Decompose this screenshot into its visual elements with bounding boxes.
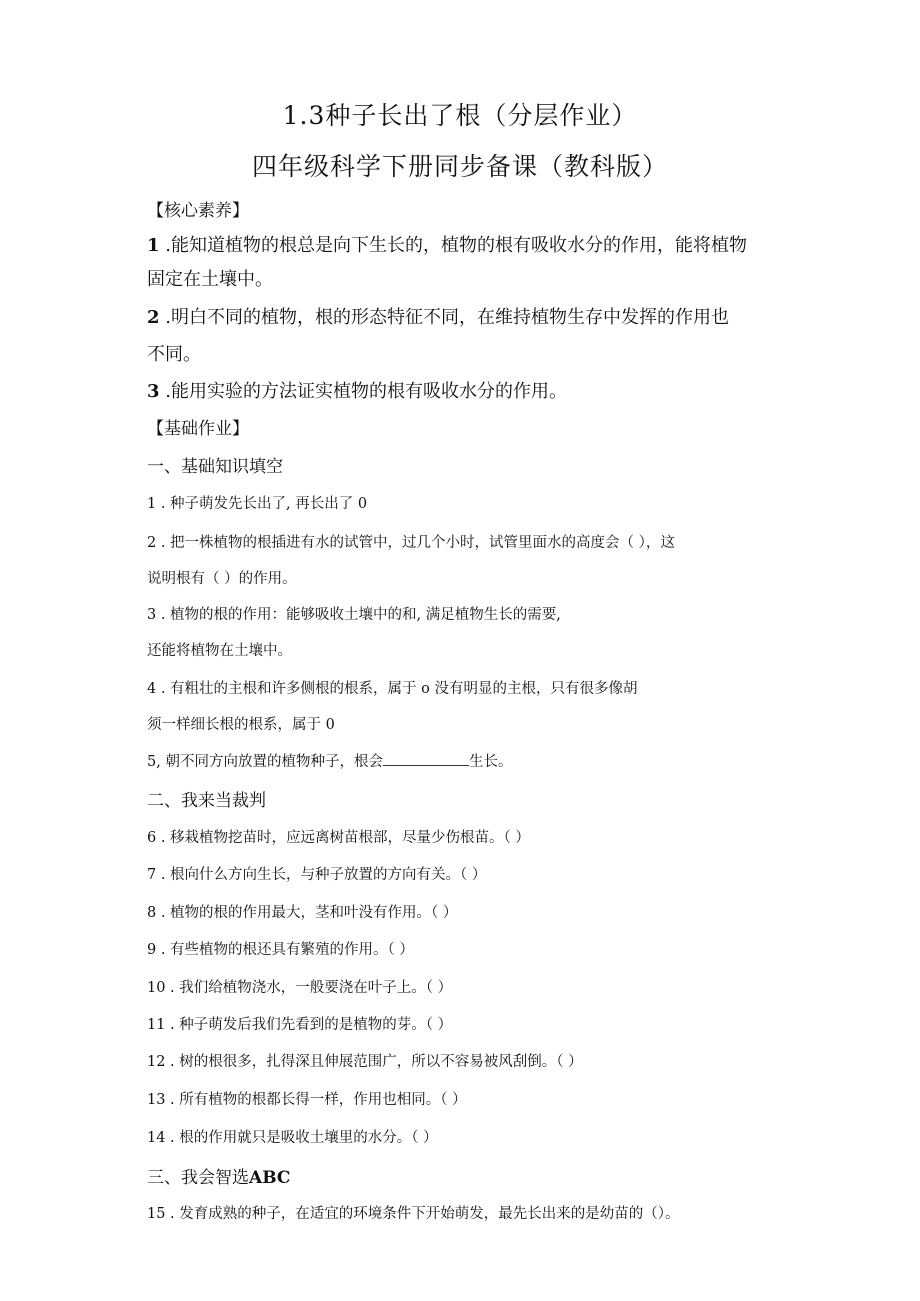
fill-question-4-cont: 须一样细长根的根系，属于 0: [147, 717, 335, 733]
fill-question-2-cont: 说明根有（ ）的作用。: [147, 571, 297, 587]
fill-question-2: 2 . 把一株植物的根插进有水的试管中，过几个小时，试管里面水的高度会（ ），这: [147, 535, 675, 551]
fill-question-4: 4 . 有粗壮的主根和许多侧根的根系，属于 o 没有明显的主根，只有很多像胡: [147, 681, 638, 697]
fill-question-5-text: 5, 朝不同方向放置的植物种子，根会: [147, 754, 383, 770]
judge-question-14: 14 . 根的作用就只是吸收土壤里的水分。（ ）: [147, 1130, 438, 1146]
section-choice-heading-text: 三、我会智选: [147, 1168, 249, 1188]
core-heading: 【核心素养】: [147, 201, 249, 221]
core-item-2: [147, 303, 729, 329]
fill-question-5: [147, 750, 512, 771]
section-judge-heading: 二、我来当裁判: [147, 791, 266, 811]
fill-question-3: 3 . 植物的根的作用：能够吸收土壤中的和, 满足植物生长的需要,: [147, 607, 561, 623]
core-item-number: 3: [147, 381, 160, 402]
section-choice-heading: [147, 1163, 290, 1188]
section-fill-heading: 一、基础知识填空: [147, 457, 283, 477]
core-item-2-cont: 不同。: [147, 344, 201, 365]
document-subtitle: 四年级科学下册同步备课（教科版）: [251, 152, 668, 181]
judge-question-13: 13 . 所有植物的根都长得一样，作用也相同。（ ）: [147, 1092, 467, 1108]
core-item-1: [147, 231, 747, 257]
judge-question-9: 9 . 有些植物的根还具有繁殖的作用。（ ）: [147, 942, 414, 958]
judge-question-10: 10 . 我们给植物浇水，一般要浇在叶子上。（ ）: [147, 980, 453, 996]
judge-question-7: 7 . 根向什么方向生长，与种子放置的方向有关。（ ）: [147, 867, 487, 883]
judge-question-6: 6 . 移栽植物挖苗时，应远离树苗根部，尽量少伤根苗。（ ）: [147, 830, 530, 846]
fill-question-3-cont: 还能将植物在土壤中。: [147, 643, 292, 659]
core-item-text: .能知道植物的根总是向下生长的，植物的根有吸收水分的作用，能将植物: [165, 235, 747, 256]
document-title: 1.3种子长出了根（分层作业）: [282, 101, 638, 130]
core-item-number: 2: [147, 307, 160, 328]
basic-heading: 【基础作业】: [147, 419, 249, 439]
core-item-3: [147, 377, 567, 403]
answer-blank: [383, 751, 469, 766]
choice-question-15: 15 . 发育成熟的种子，在适宜的环境条件下开始萌发，最先长出来的是幼苗的（）。: [147, 1206, 680, 1222]
fill-question-5-end: 生长。: [468, 754, 513, 770]
judge-question-12: 12 . 树的根很多，扎得深且伸展范围广，所以不容易被风刮倒。（ ）: [147, 1054, 583, 1070]
core-item-number: 1: [147, 235, 160, 256]
section-choice-heading-abc: ABC: [249, 1168, 291, 1188]
core-item-text: .明白不同的植物，根的形态特征不同，在维持植物生存中发挥的作用也: [165, 307, 729, 328]
judge-question-11: 11 . 种子萌发后我们先看到的是植物的芽。（ ）: [147, 1017, 453, 1033]
judge-question-8: 8 . 植物的根的作用最大，茎和叶没有作用。（ ）: [147, 905, 458, 921]
core-item-1-cont: 固定在土壤中。: [147, 269, 273, 290]
core-item-text: .能用实验的方法证实植物的根有吸收水分的作用。: [165, 381, 567, 402]
fill-question-1: 1 . 种子萌发先长出了, 再长出了 0: [147, 496, 368, 512]
